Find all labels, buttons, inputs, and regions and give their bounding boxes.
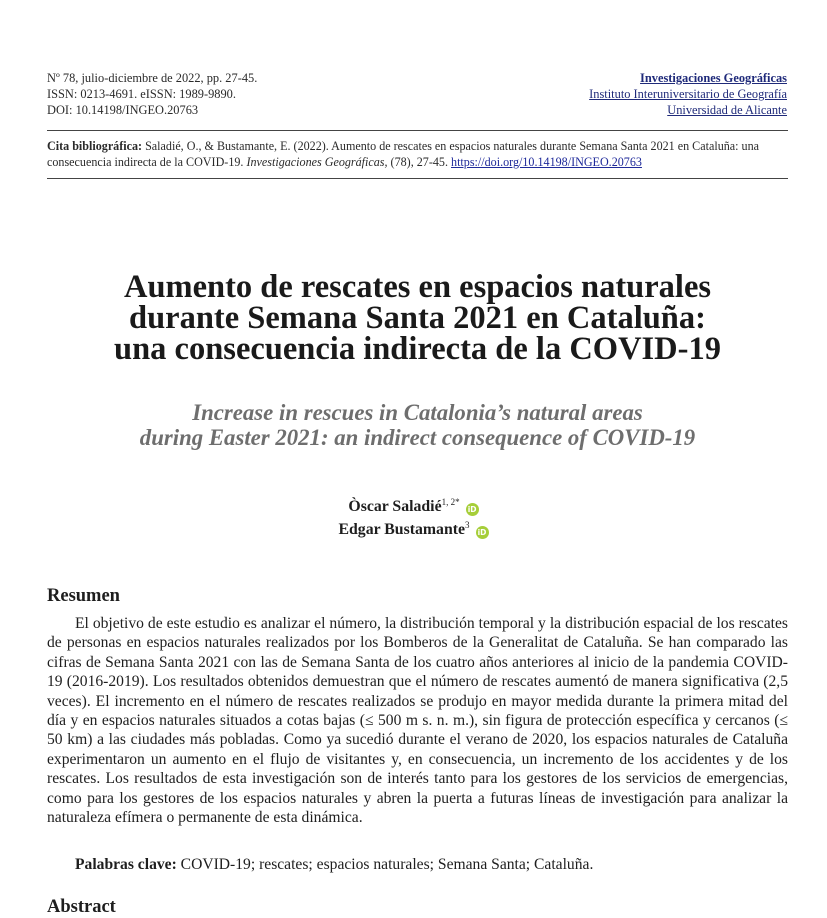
- header-divider: [47, 130, 788, 131]
- orcid-icon[interactable]: iD: [476, 526, 489, 539]
- title-en-line-1: Increase in rescues in Catalonia’s natural areas: [192, 400, 643, 425]
- keywords-text: COVID-19; rescates; espacios naturales; Semana Santa; Cataluña.: [176, 856, 594, 873]
- citation-tail: (78), 27-45.: [387, 154, 452, 169]
- author-2: [0, 518, 827, 541]
- issue-line: Nº 78, julio-diciembre de 2022, pp. 27-45.: [47, 71, 258, 85]
- citation-divider: [47, 178, 788, 179]
- title-es-line-3: una consecuencia indirecta de la COVID-19: [114, 331, 721, 367]
- citation-block: [47, 139, 788, 170]
- title-es-line-2: durante Semana Santa 2021 en Cataluña:: [129, 300, 706, 336]
- author-1-affiliation: 1, 2*: [441, 497, 460, 507]
- title-es-line-1: Aumento de rescates en espacios naturales: [123, 269, 712, 305]
- issn-line: ISSN: 0213-4691. eISSN: 1989-9890.: [47, 87, 236, 101]
- citation-text: Saladié, O., & Bustamante, E. (2022). Aumento de rescates en espacios naturales durante Semana Santa 2021 en Cataluña: una consecuencia indirecta de la COVID-19.: [47, 139, 759, 169]
- citation-label: Cita bibliográfica:: [47, 139, 143, 153]
- author-2-name: Edgar Bustamante: [338, 521, 466, 538]
- journal-info: [589, 70, 787, 118]
- doi-line: DOI: 10.14198/INGEO.20763: [47, 103, 199, 117]
- abstract-heading: Abstract: [47, 897, 116, 917]
- journal-link[interactable]: Investigaciones Geográficas: [640, 71, 787, 85]
- author-1-name: Òscar Saladié: [348, 498, 442, 515]
- keywords-line: [75, 855, 593, 874]
- resumen-body: El objetivo de este estudio es analizar el número, la distribución temporal y la distribución espacial de los rescates de personas en espacios naturales realizados por los Bomberos de la Generalitat de Cataluña. Se han comparado las cifras de Semana Santa 2021 con las de Semana Santa de los cuatro años anteriores al inicio de la pandemia COVID-19 (2016-2019). Los resultados obtenidos demuestran que el número de rescates aumentó de manera significativa (2,5 veces). El incremento en el número de rescates realizados se produjo en mayor medida durante la primera mitad del día y en espacios naturales situados a cotas bajas (≤ 500 m s. n. m.), sin figura de protección específica y cercanos (≤ 50 km) a las ciudades más pobladas. Como ya sucedió durante el verano de 2020, los espacios naturales de Cataluña experimentaron un aumento en el flujo de visitantes y, en consecuencia, un incremento de los accidentes y de los rescates. Los resultados de esta investigación son de interés tanto para los gestores de los servicios de emergencias, como para los gestores de los espacios naturales y abren la puerta a futuras líneas de investigación para analizar la naturaleza efímera o permanente de esta dinámica.: [47, 615, 788, 827]
- author-list: [0, 495, 827, 541]
- orcid-icon[interactable]: iD: [466, 503, 479, 516]
- keywords-label: Palabras clave:: [75, 856, 177, 873]
- issue-info: [47, 70, 257, 118]
- title-en-line-2: during Easter 2021: an indirect consequence of COVID-19: [139, 425, 696, 450]
- doi-link[interactable]: https://doi.org/10.14198/INGEO.20763: [451, 154, 642, 169]
- resumen-heading: Resumen: [47, 586, 120, 606]
- institute-link[interactable]: Instituto Interuniversitario de Geografía: [589, 87, 787, 101]
- title-english: [40, 400, 795, 450]
- university-link[interactable]: Universidad de Alicante: [667, 103, 787, 117]
- author-2-affiliation: 3: [465, 520, 470, 530]
- citation-journal: Investigaciones Geográficas,: [246, 154, 388, 169]
- author-1: [0, 495, 827, 518]
- title-spanish: [40, 269, 795, 367]
